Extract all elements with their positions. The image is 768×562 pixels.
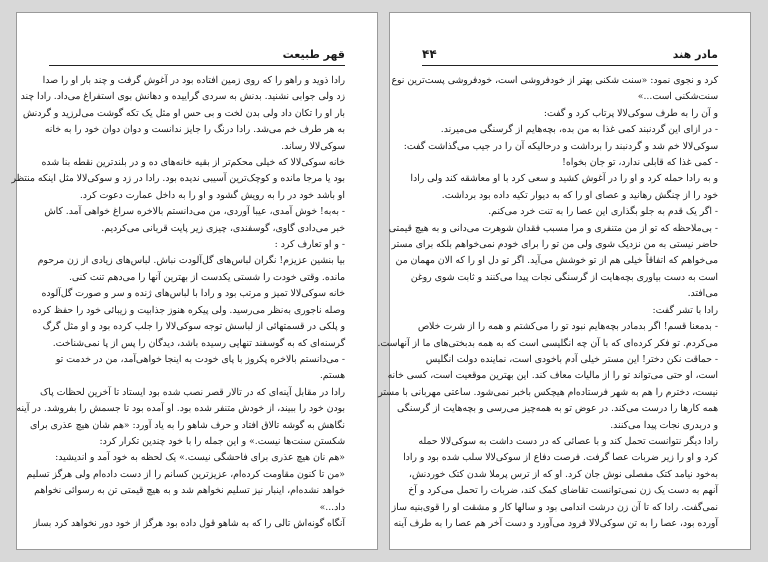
text-line: همه کارها را درست می‌کند. در عوض تو به همه‌چیز می‌رسی و بچه‌هایت از گرسنگی [396, 403, 718, 415]
page-body [11, 73, 345, 539]
text-line: به‌خود نیامد کتک مفصلی نوش جان کرد. او که از ترس پرملا شدن کتک خوردنش، [408, 468, 718, 480]
text-line: بودن خود را ببیند، از خودش متنفر شده بود. او آمده بود تا جسمش را بفروشد. در آینه [16, 403, 345, 415]
text-line: رادا دیگر نتوانست تحمل کند و با عصائی که در دست داشت به سوکی‌لالا حمله [418, 435, 718, 447]
text-line: آنگاه گونه‌اش تالی را که به شاهو قول داده بود هرگز از خود دور نخواهد کرد بساز [33, 517, 345, 529]
text-line: آنهم به دست یک زن نمی‌توانست تقاضای کمک کند، ضربات را تحمل می‌کرد و آخ [408, 485, 718, 497]
text-line: داد...» [319, 501, 345, 513]
text-line: - بدمعنا قسم! اگر بدمادر بچه‌هایم نبود تو را می‌کشتم و همه را از شرت خلاص [417, 321, 718, 333]
text-line: خانه سوکی‌لالا تمیز و مرتب بود و رادا با لباس‌های ژنده و سر و صورت گل‌آلوده [41, 288, 345, 300]
text-line: کرد و او را زیر ضربات عصا گرفت. فرصت دفاع از سوکی‌لالا سلب شده بود و رادا [403, 452, 718, 464]
text-line: است، او حتی می‌تواند تو را از مالیات معاف کند. این بهترین موقعیت است، کسی خانه [387, 370, 718, 382]
text-line: زد ولی جوابی نشنید. بدنش به سردی گراییده و دهانش بوی استفراغ می‌داد. رادا چند [20, 91, 345, 103]
text-line: «من تا کنون مقاومت کرده‌ام، عزیزترین کسانم را از دست داده‌ام ولی هرگز تسلیم [26, 468, 345, 480]
text-line: آورده بود، عصا را به تن سوکی‌لالا فرود می‌آورد و دست آخر هم عصا را به طرف آینه [393, 517, 718, 529]
paragraph [26, 450, 345, 516]
text-line: بود یا مرجا مانده و کوچک‌ترین آسیبی ندیده بود. رادا در زد و سوکی‌لالا مثل اینکه منتظر [11, 173, 345, 185]
text-line: کرد و نجوی نمود: «سنت شکنی بهتر از خودفروشی است، خودفروشی پست‌ترین نوع [391, 75, 718, 86]
text-line: مانده. وقتی خودت را شستی یکدست از بهترین آنها را می‌دهم تنت کنی. [68, 271, 345, 283]
text-line: نیست، دخترم را هم به شهر فرستاده‌ام هیچکس باخبر نمی‌شود. ساعتی مهربانی با مستر [378, 386, 718, 398]
text-line: نمی‌گفت. رادا که تا آن زن درشت اندامی بود و سالها کار و مشقت او را قوی‌بنیه ساز [391, 501, 718, 513]
text-line: بیا بنشین عزیزم! نگران لباس‌های گل‌آلودت نباش. لباس‌های زیادی از زن مرحوم [37, 255, 345, 267]
text-line: - حماقت نکن دختر! این مستر خیلی آدم باخودی است، نماینده دولت انگلیس [425, 353, 718, 365]
text-line: بار او را تکان داد ولی بدن لخت و بی حس او مثل یک تکه گوشت می‌لرزید و گردنش [22, 107, 345, 119]
text-line: و پلکی در قسمتهائی از لباسش توجه سوکی‌لالا را جلب کرده بود و او مثل گرگ [42, 321, 345, 333]
text-line: - به‌به! خوش آمدی، عیبا آوردی، من می‌دانستم بالاخره سراغ خواهی آمد. کاش [44, 206, 345, 218]
text-line: خود را از چنگش رهانید و عصای او را که به دیوار تکیه داده بود برداشت. [441, 189, 718, 201]
right-page [377, 12, 751, 550]
running-title: قهر طبیعت [282, 48, 345, 61]
page-body [377, 73, 718, 539]
text-line: رادا در مقابل آینه‌ای که در تالار قصر نصب شده بود ایستاد تا آخرین لحظات پاک [39, 386, 345, 398]
text-line: شکستن سنت‌ها نیست.» و این جمله را با خود چندین تکرار کرد: [99, 435, 345, 447]
text-line: خانه سوکی‌لالا که خیلی محکم‌تر از بقیه خانه‌های ده و در بلندترین نقطه بنا شده [41, 157, 345, 169]
text-line: گرسنه‌ای که به گوسفند تنهایی رسیده باشد، دیدگان را پس از پا نمی‌شناخت. [52, 337, 345, 349]
text-line: و دربدری نجات پیدا می‌کنند. [610, 419, 718, 431]
text-line: نگاهش به گوشه تالاق افتاد و حرف شاهو را به یاد آورد: «هم شان هیچ عذری برای [30, 419, 345, 431]
paragraph [37, 237, 345, 286]
paragraph [33, 516, 345, 532]
text-line: او باشد خود در را به رویش گشود و او را به داخل عمارت دعوت کرد. [79, 189, 345, 201]
paragraph [378, 352, 718, 434]
text-line: - اگر یک قدم به جلو بگذاری این عصا را به تنت خرد می‌کنم. [488, 206, 718, 218]
text-line: سنت‌شکنی است...» [637, 91, 718, 103]
running-title: مادر هند [672, 48, 718, 61]
text-line: است به دست بیاوری بچه‌هایت از گرسنگی نجات پیدا می‌کنند و ثابت شوی روغن [410, 271, 718, 283]
paragraph [391, 73, 718, 106]
text-line: به هر طرف خم می‌شد. رادا درنگ را جایز ندانست و دوان دوان خود را به خانه [44, 124, 345, 136]
page-header [422, 47, 718, 66]
paragraph [16, 385, 345, 451]
text-line: حاضر نیستی به من نزدیک شوی ولی من تو را برای خودم نمی‌خواهم بلکه برای مستر [391, 239, 718, 251]
text-line: - بی‌ملاحظه که تو از من متنفری و مرا مسبب فقدان شوهرت می‌دانی و به هیچ قیمتی [388, 222, 718, 234]
text-line: خبر می‌دادی گاوی، گوسفندی، چیزی زیر پایت قربانی می‌کردیم. [101, 222, 345, 234]
text-line: و به رادا حمله کرد و او را در آغوش کشید و سعی کرد با او معاشقه کند ولی رادا [410, 173, 718, 185]
page-number: ۴۴ [422, 47, 437, 61]
text-line: وصله ناجوری به‌نظر می‌رسید. ولی پیکره هنوز جذابیت و زیبائی خود را حفظ کرده [32, 304, 345, 316]
paragraph [32, 286, 345, 352]
text-line: - و او تعارف کرد : [274, 239, 345, 251]
left-page [11, 12, 378, 550]
text-line: هستم. [319, 370, 345, 382]
page-header [49, 47, 345, 66]
paragraph [20, 73, 345, 155]
text-line: - کمی غذا که قابلی ندارد، تو جان بخواه! [562, 157, 718, 169]
paragraph [403, 106, 718, 221]
paragraph [49, 352, 345, 385]
text-line: می‌کردم. تو فکر کرده‌ای که با آن چه انگلیسی است که به همه بدبختی‌های ما از آنهاست. [377, 337, 718, 349]
text-line: - می‌دانستم بالاخره پکروز با پای خودت به اینجا خواهی‌آمد، من در خدمت تو [55, 353, 345, 365]
text-line: و آن را به طرف سوکی‌لالا پرتاب کرد و گفت: [543, 107, 718, 119]
text-line: سوکی‌لالا خم شد و گردنبند را برداشت و درحالیکه آن را در جیب می‌گذاشت گفت: [403, 140, 718, 152]
text-line: می‌افتد. [687, 288, 718, 300]
text-line: خواهد نشده‌ام، اینبار نیز تسلیم نخواهم شد و به هیچ قیمتی تن به رسوائی نخواهم [34, 485, 345, 497]
paragraph [377, 303, 718, 352]
paragraph [11, 155, 345, 237]
text-line: - در ازای این گردنبند کمی غذا به من بده، بچه‌هایم از گرسنگی می‌میرند. [440, 124, 718, 136]
text-line: سوکی‌لالا رساند. [281, 140, 345, 152]
paragraph [391, 434, 718, 532]
text-line: «هم نان هیچ عذری برای فاحشگی نیست.» یک لحظه به خود آمد و اندیشید: [55, 452, 345, 464]
text-line: رادا با تشر گفت: [652, 304, 718, 316]
text-line: می‌خواهم که اتفاقاً خیلی هم از تو خوشش می‌آید. اگر تو دل او را که الان مهمان من [395, 255, 718, 267]
text-line: رادا ذوید و راهو را که روی زمین افتاده بود در آغوش گرفت و چند بار او را صدا [42, 75, 345, 86]
paragraph [388, 221, 718, 303]
